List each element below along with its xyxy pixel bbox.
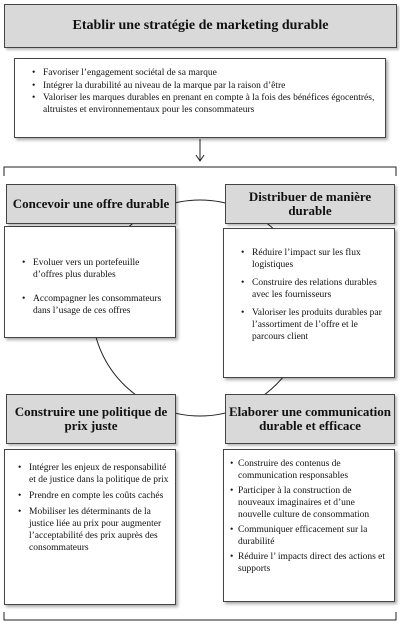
quadrant-title-offer: Concevoir une offre durable <box>6 184 176 224</box>
quadrant-title-distribution: Distribuer de manière durable <box>225 184 395 224</box>
quadrant-item: • Intégrer les enjeux de responsabilité et de justice dans la politique de prix <box>29 462 169 486</box>
quadrant-item: • Réduire l’impact sur les flux logistiques <box>252 247 388 271</box>
bottom-bracket <box>4 612 396 620</box>
quadrant-title-pricing: Construire une politique de prix juste <box>6 394 176 444</box>
quadrant-item: • Accompagner les consommateurs dans l’usage de ces offres <box>33 293 169 317</box>
quadrant-title-communication: Elaborer une communication durable et efficace <box>225 394 395 444</box>
top-bracket <box>4 167 396 176</box>
quadrant-box-distribution <box>223 228 395 378</box>
objective-item: • Favoriser l’engagement sociétal de sa marque <box>43 68 379 80</box>
objectives-box <box>14 58 386 138</box>
quadrant-box-communication <box>223 449 395 602</box>
quadrant-item: • Evoluer vers un portefeuille d’offres plus durables <box>33 257 169 281</box>
quadrant-item: • Mobiliser les déterminants de la justice liée au prix pour augmenter l’acceptabilité des prix auprès des consommateurs <box>29 506 169 554</box>
quadrant-item: • Construire des contenus de communication responsables <box>238 458 388 482</box>
quadrant-box-offer <box>4 226 176 338</box>
quadrant-box-pricing <box>4 449 176 605</box>
objective-item: • Valoriser les marques durables en prenant en compte à la fois des bénéfices égocentrés, altruistes et environnementaux pour les consommateurs <box>43 93 379 116</box>
quadrant-item: • Prendre en compte les coûts cachés <box>29 490 169 502</box>
quadrant-item: • Valoriser les produits durables par l’assortiment de l’offre et le parcours client <box>252 307 388 343</box>
objective-item: • Intégrer la durabilité au niveau de la marque par la raison d’être <box>43 81 379 93</box>
quadrant-item: • Réduire l’ impacts direct des actions et supports <box>238 551 388 575</box>
quadrant-item: • Communiquer efficacement sur la durabilité <box>238 524 388 548</box>
quadrant-item: • Participer à la construction de nouveaux imaginaires et d’une nouvelle culture de consommation <box>238 485 388 521</box>
quadrant-item: • Construire des relations durables avec les fournisseurs <box>252 277 388 301</box>
main-title: Etablir une stratégie de marketing durable <box>4 4 397 48</box>
